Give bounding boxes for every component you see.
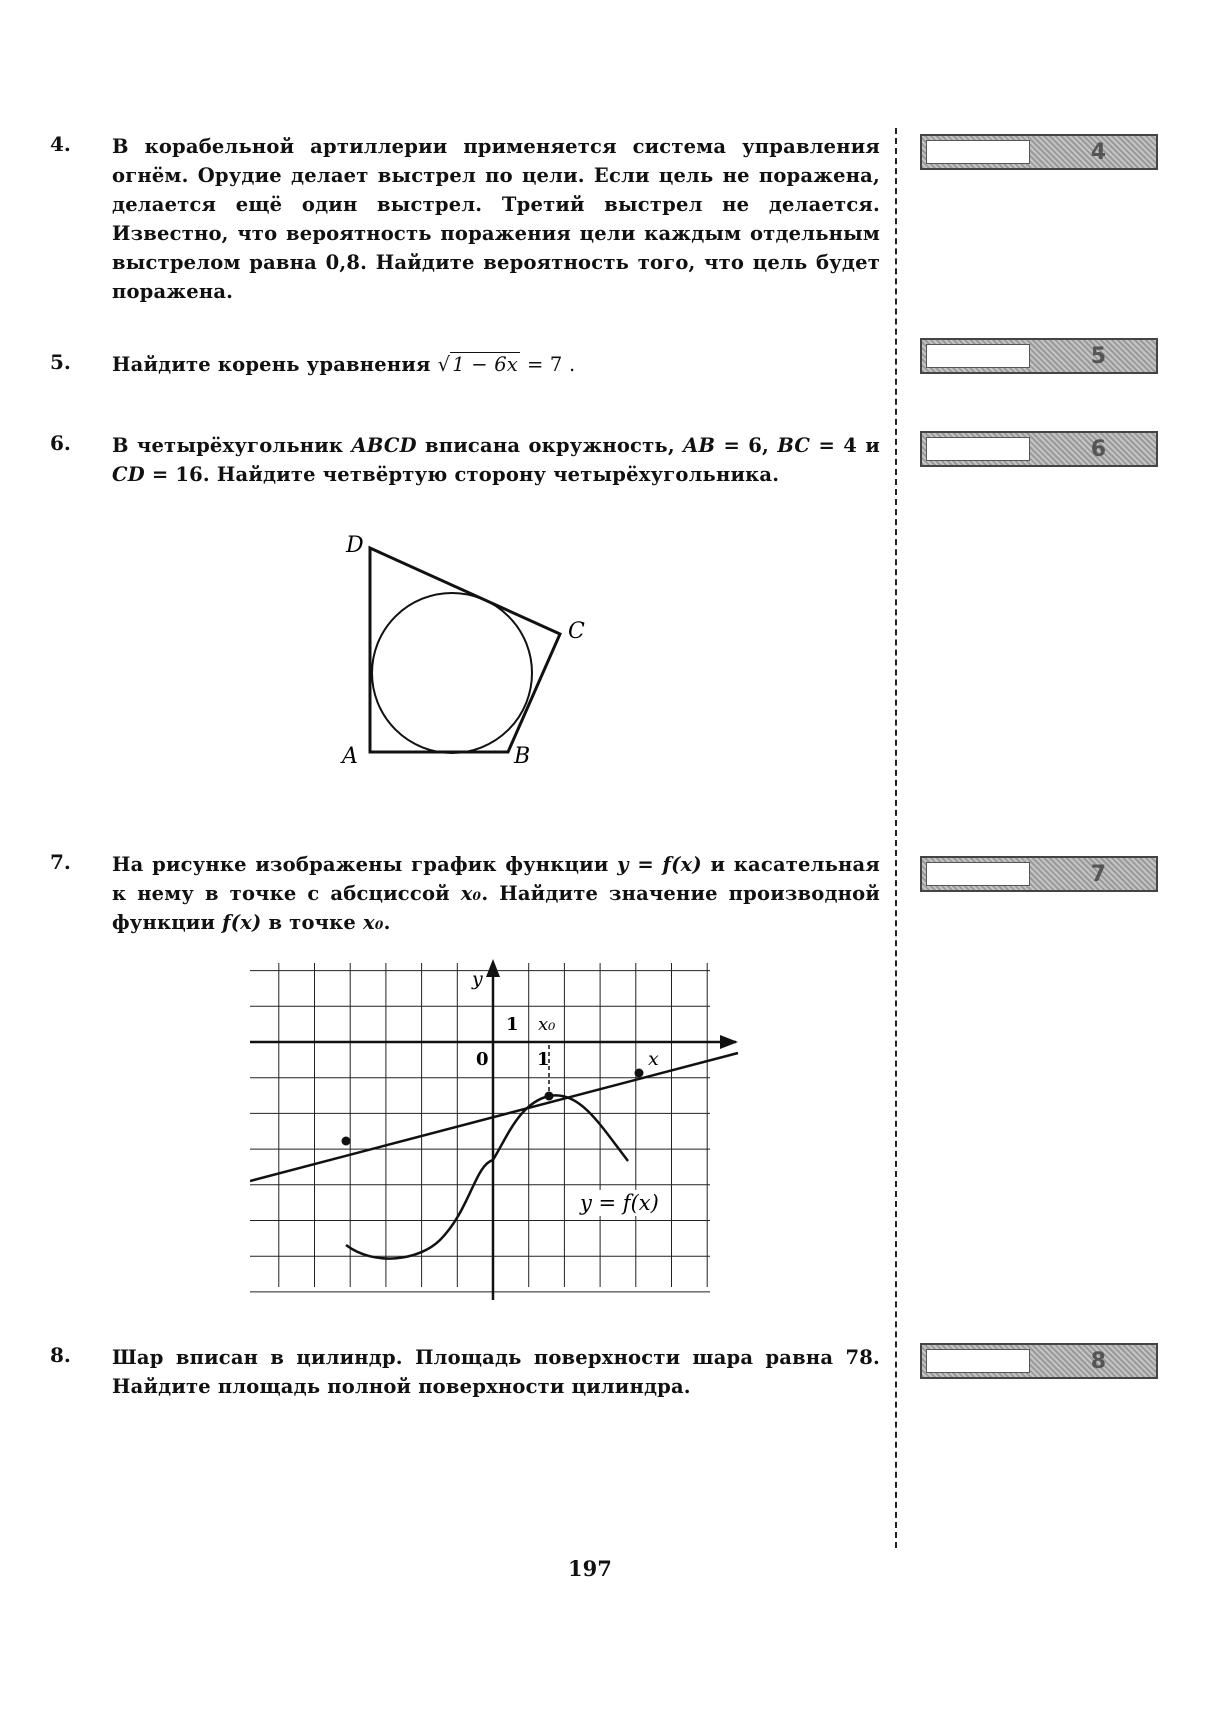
unit-x-label: 1 [537,1049,550,1070]
function-graph-figure [250,955,750,1304]
curve-label: y = f(x) [580,1191,659,1215]
problem-number: 6. [50,431,71,455]
label-d: D [346,533,364,558]
equation-suffix: = 7 . [527,353,576,376]
math-fragment: CD [112,463,145,486]
problem-text [112,850,880,937]
answer-input-4[interactable] [926,140,1030,164]
text-fragment: в точке [268,911,357,934]
tangent-point-right [635,1069,644,1078]
y-axis-arrow-icon [486,959,500,977]
problem-text: В корабельной артиллерии применяется система управления огнём. Орудие делает выстрел по цели. Если цель не поражена, делается ещё один выстрел. Третий выстрел не делается. Известно, что вероятность поражения цели каждым отдельным выстрелом равна 0,8. Найдите вероятность того, что цель будет поражена. [112,135,880,303]
answer-input-7[interactable] [926,862,1030,886]
tangent-point-left [342,1137,351,1146]
text-fragment: В четырёхугольник [112,434,344,457]
text-fragment: = 6, [723,434,770,457]
problem-number: 4. [50,132,71,156]
problem-text [112,350,880,379]
answer-box-5 [920,338,1158,374]
x-axis-label: x [648,1048,659,1070]
quadrilateral-diagram [330,520,590,780]
answer-box-number: 8 [1090,1349,1106,1374]
inscribed-circle [372,593,532,753]
problem-number: 7. [50,850,71,874]
text-fragment: . Найдите значение производной функции [112,882,880,934]
answer-box-number: 5 [1090,344,1106,369]
text-fragment: вписана окружность, [425,434,675,457]
text-fragment: = 16. Найдите четвёртую сторону четырёхугольника. [151,463,780,486]
answer-box-4 [920,134,1158,170]
answer-box-7 [920,856,1158,892]
problem-text: Шар вписан в цилиндр. Площадь поверхности шара равна 78. Найдите площадь полной поверхности цилиндра. [112,1346,880,1398]
math-fragment: AB [683,434,716,457]
text-fragment: и касательная к нему в точке с абсциссой [112,853,880,905]
grid [250,963,710,1292]
answer-input-8[interactable] [926,1349,1030,1373]
quadrilateral-abcd [370,548,560,752]
answer-box-8 [920,1343,1158,1379]
answer-box-number: 4 [1090,140,1106,165]
tangent-point-x0 [545,1092,554,1101]
answer-input-6[interactable] [926,437,1030,461]
math-fragment: y = f(x) [617,853,702,876]
label-c: C [568,619,585,644]
math-fragment: f(x) [222,911,262,934]
label-a: A [342,744,358,769]
answer-box-number: 6 [1090,437,1106,462]
unit-y-label: 1 [506,1014,519,1035]
text-fragment: . [383,911,391,934]
math-fragment: x₀ [460,882,482,905]
function-graph [250,955,750,1300]
quadrilateral-figure [330,520,590,784]
label-b: B [514,744,531,769]
x0-label: x₀ [538,1014,556,1035]
math-fragment: BC [777,434,811,457]
answer-box-6 [920,431,1158,467]
y-axis-label: y [472,968,483,990]
text-fragment: = 4 и [818,434,881,457]
problem-number: 8. [50,1343,71,1367]
problem-number: 5. [50,350,71,374]
math-fragment: ABCD [351,434,417,457]
sqrt-sign-icon: √ [437,353,451,376]
x-axis-arrow-icon [720,1035,738,1049]
radicand: 1 − 6x [452,353,518,376]
problem-text [112,431,880,489]
answer-input-5[interactable] [926,344,1030,368]
text-fragment: На рисунке изображены график функции [112,853,609,876]
page-number: 197 [568,1556,612,1581]
answer-column-divider [895,128,897,1548]
answer-box-number: 7 [1090,862,1106,887]
math-fragment: x₀ [363,911,384,934]
origin-label: 0 [476,1049,489,1070]
equation-prefix: Найдите корень уравнения [112,353,431,376]
